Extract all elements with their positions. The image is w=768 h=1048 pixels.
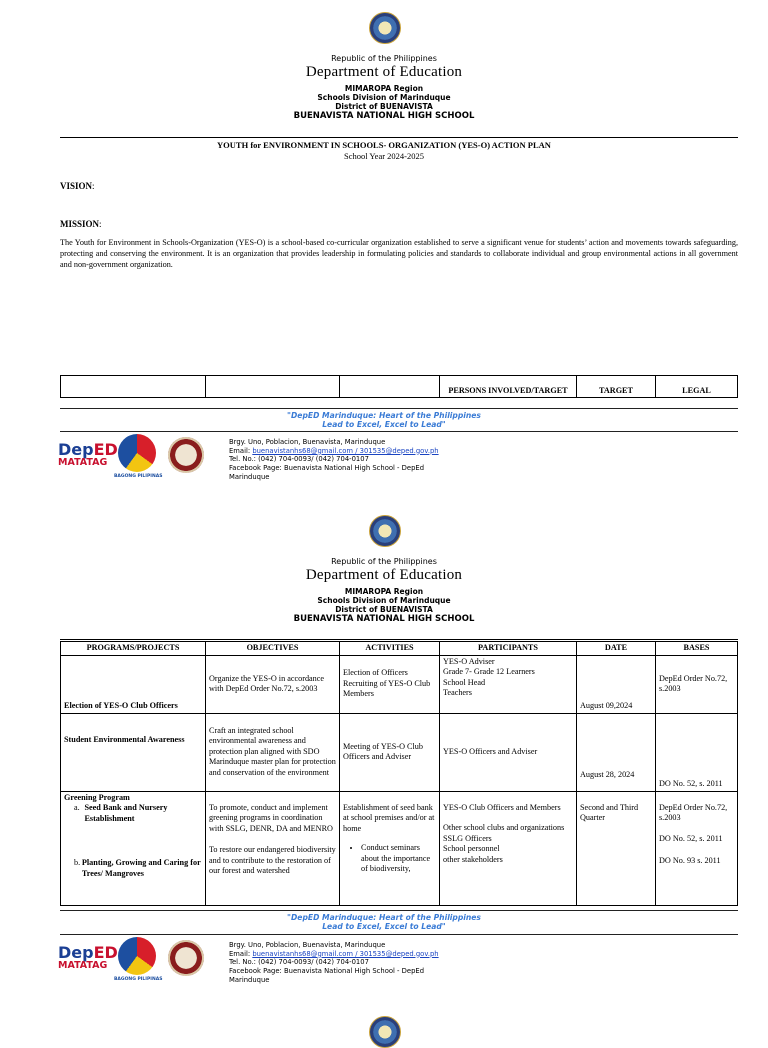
objective-cell: Organize the YES-O in accordance with DepEd Order No.72, s.2003 (206, 655, 340, 713)
school-seal-icon (168, 437, 204, 473)
objective-cell: To promote, conduct and implement greening programs in coordination with SSLG, DENR, DA and MENRO To restore our endangered biodiversity and to contribute to the restoration of our forest and watershed (206, 791, 340, 905)
table-header-cell: PROGRAMS/PROJECTS (61, 642, 206, 656)
table-row (61, 655, 738, 713)
republic-text: Republic of the Philippines (331, 557, 437, 566)
department-title: Department of Education (305, 567, 463, 583)
table-header-cell: LEGAL (656, 376, 738, 398)
activity-cell: Election of Officers Recruiting of YES-O Club Members (340, 655, 440, 713)
objective-cell: Craft an integrated school environmental awareness and protection plan aligned with SDO Marinduque master plan for protection and conservation of the environment (206, 713, 340, 791)
participants-cell: YES-O Club Officers and Members Other school clubs and organizations SSLG Officers School personnel other stakeholders (440, 791, 577, 905)
republic-text: Republic of the Philippines (331, 54, 437, 63)
table-header-cell: PERSONS INVOLVED/TARGET (440, 376, 577, 398)
footer-divider (60, 934, 738, 935)
bagong-pilipinas-logo-icon (118, 937, 156, 975)
motto: "DepED Marinduque: Heart of the Philippines Lead to Excel, Excel to Lead" (287, 411, 481, 429)
table-row (61, 713, 738, 791)
mission-heading: MISSION: (60, 219, 102, 229)
table-header-cell: DATE (577, 642, 656, 656)
district-text: District of BUENAVISTA (335, 605, 433, 614)
bagong-pilipinas-caption: BAGONG PILIPINAS (114, 977, 163, 982)
footer-divider (60, 431, 738, 432)
motto: "DepED Marinduque: Heart of the Philippines Lead to Excel, Excel to Lead" (287, 913, 481, 931)
email-link[interactable]: buenavistanhs68@gmail.com / 301535@deped.gov.ph (252, 446, 439, 455)
contact-block (229, 941, 459, 985)
header-divider (60, 639, 738, 640)
school-name: BUENAVISTA NATIONAL HIGH SCHOOL (293, 111, 475, 121)
division-text: Schools Division of Marinduque (317, 596, 451, 605)
participants-cell: YES-O Officers and Adviser (440, 713, 577, 791)
email-link[interactable]: buenavistanhs68@gmail.com / 301535@deped.gov.ph (252, 949, 439, 958)
date-cell: August 09,2024 (577, 655, 656, 713)
school-seal-icon (168, 940, 204, 976)
vision-heading: VISION: (60, 181, 95, 191)
region-text: MIMAROPA Region (344, 84, 424, 93)
contact-block (229, 438, 459, 482)
address: Brgy. Uno, Poblacion, Buenavista, Marinduque (229, 438, 386, 446)
page1-table-header (60, 375, 738, 398)
bagong-pilipinas-logo-icon (118, 434, 156, 472)
table-header-cell: TARGET (577, 376, 656, 398)
program-cell: Election of YES-O Club Officers (61, 655, 206, 713)
activity-cell: Meeting of YES-O Club Officers and Adviser (340, 713, 440, 791)
header-divider (60, 137, 738, 138)
deped-seal-icon (369, 12, 401, 44)
email-line: Email: buenavistanhs68@gmail.com / 301535@deped.gov.ph (229, 949, 439, 958)
tel-line: Tel. No.: (042) 704-0093/ (042) 704-0107 (229, 958, 369, 967)
table-row (61, 791, 738, 905)
department-title: Department of Education (305, 64, 463, 80)
mission-text: The Youth for Environment in Schools-Organization (YES-O) is a school-based co-curricular organization established to serve a significant venue for students’ action and movements towards safeguarding, protecting and conserving the environment. It is an organization that provides leadership in formulating policies and standards to collaborate individual and group environmental actions in all government and non-government organization. (60, 238, 738, 269)
bagong-pilipinas-caption: BAGONG PILIPINAS (114, 474, 163, 479)
tel-line: Tel. No.: (042) 704-0093/ (042) 704-0107 (229, 455, 369, 464)
email-line: Email: buenavistanhs68@gmail.com / 301535@deped.gov.ph (229, 446, 439, 455)
bases-cell: DepEd Order No.72, s.2003 DO No. 52, s. 2011 DO No. 93 s. 2011 (656, 791, 738, 905)
date-cell: Second and Third Quarter (577, 791, 656, 905)
table-header-cell: PARTICIPANTS (440, 642, 577, 656)
table-header-cell: ACTIVITIES (340, 642, 440, 656)
footer-divider (60, 408, 738, 409)
program-cell: Greening Program a. Seed Bank and Nursery Establishment b. Planting, Growing and Caring for Trees/ Mangroves (61, 791, 206, 905)
program-cell: Student Environmental Awareness (61, 713, 206, 791)
table-header-cell: BASES (656, 642, 738, 656)
district-text: District of BUENAVISTA (335, 102, 433, 111)
facebook-line: Facebook Page: Buenavista National High School - DepEd Marinduque (229, 464, 425, 481)
action-plan-table (60, 641, 738, 906)
activity-cell: Establishment of seed bank at school premises and/or at home • Conduct seminars about the importance of biodiversity, (340, 791, 440, 905)
deped-matatag-logo: DepED MATATAG (58, 943, 118, 971)
document-title: YOUTH for ENVIRONMENT IN SCHOOLS- ORGANIZATION (YES-O) ACTION PLAN (217, 140, 551, 150)
region-text: MIMAROPA Region (344, 587, 424, 596)
deped-seal-icon (369, 1016, 401, 1048)
bases-cell: DepEd Order No.72, s.2003 (656, 655, 738, 713)
division-text: Schools Division of Marinduque (317, 93, 451, 102)
participants-cell: YES-O Adviser Grade 7- Grade 12 Learners School Head Teachers (440, 655, 577, 713)
facebook-line: Facebook Page: Buenavista National High School - DepEd Marinduque (229, 967, 425, 984)
deped-matatag-logo: DepED MATATAG (58, 440, 118, 468)
table-header-cell (206, 376, 340, 398)
school-name: BUENAVISTA NATIONAL HIGH SCHOOL (293, 614, 475, 624)
bases-cell: DO No. 52, s. 2011 (656, 713, 738, 791)
school-year: School Year 2024-2025 (343, 151, 425, 161)
deped-seal-icon (369, 515, 401, 547)
table-header-cell: OBJECTIVES (206, 642, 340, 656)
address: Brgy. Uno, Poblacion, Buenavista, Marinduque (229, 941, 386, 949)
table-header-cell (61, 376, 206, 398)
footer-divider (60, 910, 738, 911)
table-header-cell (340, 376, 440, 398)
date-cell: August 28, 2024 (577, 713, 656, 791)
